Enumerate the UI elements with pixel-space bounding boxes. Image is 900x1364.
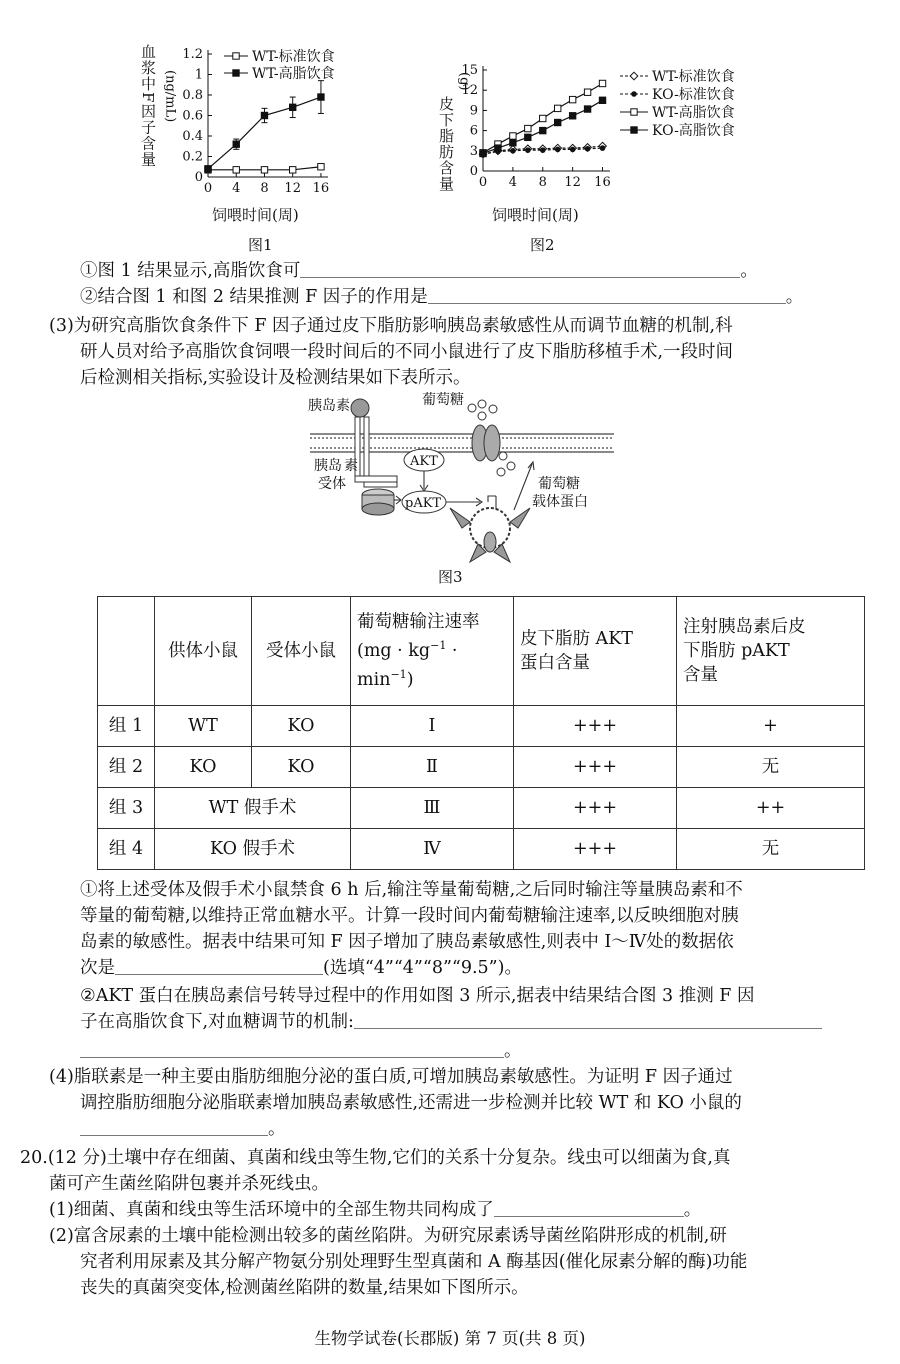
page-footer: 生物学试卷(长郡版) 第 7 页(共 8 页): [314, 1329, 586, 1348]
data-point: [290, 167, 296, 173]
figure2-yunit: (g): [456, 72, 472, 91]
legend-marker: [233, 53, 239, 59]
label-carrier-2: 载体蛋白: [532, 494, 588, 510]
q3-1-line-1: ①将上述受体及假手术小鼠禁食 6 h 后,输注等量葡萄糖,之后同时输注等量胰岛素和不: [80, 880, 743, 900]
q2-2-end: 。: [785, 287, 804, 307]
y-tick-label: 12: [461, 83, 478, 99]
figure2-legend: [618, 66, 768, 146]
y-tick-label: 1.2: [182, 47, 203, 62]
cell-rate: Ⅰ: [351, 706, 514, 747]
answer-blank[interactable]: [80, 1039, 504, 1058]
cell-group: 组 4: [98, 829, 155, 870]
q3-2-line-2: [80, 1009, 822, 1035]
table-row: [98, 788, 865, 829]
data-point: [555, 105, 561, 111]
legend-label: KO-标准饮食: [652, 87, 735, 103]
glucose-transporter: [472, 425, 500, 461]
data-point: [510, 148, 516, 154]
q3-1-options: (选填“4”“4”“8”“9.5”)。: [323, 958, 522, 978]
q4-end: 。: [268, 1119, 286, 1139]
q4-line-3: [80, 1116, 286, 1142]
y-tick-label: 0: [469, 164, 478, 179]
label-insulin: 胰岛素: [308, 398, 350, 414]
label-carrier-1: 葡萄糖: [538, 476, 580, 492]
q20-2-line-2: 究者利用尿素及其分解产物氨分别处理野生型真菌和 A 酶基因(催化尿素分解的酶)功能: [80, 1252, 748, 1272]
cell-group: 组 1: [98, 706, 155, 747]
label-glucose: 葡萄糖: [422, 392, 464, 408]
answer-blank[interactable]: [115, 956, 323, 975]
data-point: [290, 104, 296, 110]
q3-line-1: (3)为研究高脂饮食条件下 F 因子通过皮下脂肪影响胰岛素敏感性从而调节血糖的机制,科: [49, 316, 733, 336]
figure3-caption: 图3: [438, 568, 463, 586]
cell-pakt: 无: [677, 829, 865, 870]
data-point: [584, 106, 590, 112]
q3-2-line-1: ②AKT 蛋白在胰岛素信号转导过程中的作用如图 3 所示,据表中结果结合图 3 推测 F 因: [80, 986, 755, 1006]
x-tick-label: 16: [312, 181, 330, 196]
y-tick-label: 0.2: [182, 149, 203, 165]
x-tick-label: 12: [284, 181, 301, 196]
cell-akt: +++: [514, 788, 677, 829]
header-empty: [98, 597, 155, 706]
y-tick-label: 3: [469, 143, 478, 159]
table-header-row: [98, 597, 865, 706]
q3-2-end: 。: [504, 1041, 522, 1061]
results-table: [97, 596, 865, 870]
cell-merged: KO 假手术: [155, 829, 351, 870]
y-tick-label: 9: [469, 103, 478, 119]
header-rate-sup: −1: [430, 639, 447, 653]
pakt-label: pAKT: [405, 496, 442, 511]
x-tick-label: 12: [564, 175, 581, 190]
cell-rate: Ⅲ: [351, 788, 514, 829]
header-rate-2: [357, 634, 507, 663]
label-receptor-1: 胰岛: [314, 458, 342, 474]
cell-group: 组 3: [98, 788, 155, 829]
q4-line-1: (4)脂联素是一种主要由脂肪细胞分泌的蛋白质,可增加胰岛素敏感性。为证明 F 因子通过: [49, 1067, 733, 1087]
data-point: [318, 164, 324, 170]
cell-recipient: KO: [252, 706, 351, 747]
header-pakt-3: 含量: [683, 665, 718, 685]
data-point: [569, 113, 575, 119]
data-point: [233, 167, 239, 173]
data-point: [599, 97, 605, 103]
q3-1-line-3: 岛素的敏感性。据表中结果可知 F 因子增加了胰岛素敏感性,则表中 Ⅰ～Ⅳ处的数据依: [80, 932, 734, 952]
header-pakt-2: 下脂肪 pAKT: [683, 641, 790, 661]
figure1-yunit: (ng/mL): [162, 70, 178, 123]
header-rate-close: ): [406, 669, 414, 690]
signal-protein: [362, 489, 394, 515]
figure1-ylabel: 血浆中F因子含量: [139, 44, 157, 168]
q20-1-end: 。: [683, 1200, 702, 1220]
q3-2-line-3: [80, 1038, 522, 1064]
answer-blank[interactable]: [300, 259, 740, 278]
cell-akt: +++: [514, 706, 677, 747]
answer-blank[interactable]: [428, 285, 786, 304]
q3-1-line-4: [80, 955, 522, 981]
vesicle: [450, 508, 530, 562]
data-point: [480, 150, 486, 156]
header-donor: 供体小鼠: [155, 597, 252, 706]
q3-line-2: 研人员对给予高脂饮食饲喂一段时间后的不同小鼠进行了皮下脂肪移植手术,一段时间: [80, 342, 734, 362]
x-tick-label: 4: [232, 181, 241, 196]
figure2-ylabel: 皮下脂肪含量: [437, 96, 455, 192]
data-point: [584, 89, 590, 95]
data-point: [525, 134, 531, 140]
y-tick-label: 0.4: [182, 129, 203, 144]
header-akt-1: 皮下脂肪 AKT: [520, 629, 633, 649]
data-point: [510, 140, 516, 146]
q3-2-text: 子在高脂饮食下,对血糖调节的机制:: [80, 1012, 354, 1032]
y-tick-label: 1: [194, 67, 203, 83]
cell-donor: KO: [155, 747, 252, 788]
figure1-caption: 图1: [248, 236, 273, 254]
header-rate-unit: (mg · kg: [357, 641, 431, 661]
legend-marker: [630, 72, 638, 80]
header-akt-2: 蛋白含量: [520, 653, 590, 673]
q20-1: [49, 1197, 701, 1223]
q2-2-text: ②结合图 1 和图 2 结果推测 F 因子的作用是: [80, 287, 428, 307]
data-point: [540, 147, 546, 153]
header-rate-min: min: [357, 669, 391, 690]
header-pakt-1: 注射胰岛素后皮: [683, 617, 806, 637]
answer-blank[interactable]: [354, 1010, 822, 1029]
data-point: [600, 145, 606, 151]
legend-marker: [631, 127, 637, 133]
legend-marker: [631, 91, 637, 97]
legend-label: WT-标准饮食: [252, 49, 335, 65]
header-rate: [351, 597, 514, 706]
data-point: [599, 80, 605, 86]
q4-line-2: 调控脂肪细胞分泌脂联素增加胰岛素敏感性,还需进一步检测并比较 WT 和 KO 小鼠的: [80, 1093, 742, 1113]
q2-2: [80, 284, 803, 310]
x-tick-label: 8: [260, 181, 269, 196]
cell-donor: WT: [155, 706, 252, 747]
q20-line-2: 菌可产生菌丝陷阱包裹并杀死线虫。: [49, 1174, 329, 1194]
series-line: [208, 97, 321, 169]
q3-line-3: 后检测相关指标,实验设计及检测结果如下表所示。: [80, 368, 471, 388]
x-tick-label: 4: [508, 175, 518, 190]
header-akt: [514, 597, 677, 706]
data-point: [540, 127, 546, 133]
cell-rate: Ⅱ: [351, 747, 514, 788]
legend-label: KO-高脂饮食: [652, 123, 735, 139]
q20-line-1: 20.(12 分)土壤中存在细菌、真菌和线虫等生物,它们的关系十分复杂。线虫可以细菌为食,真: [20, 1148, 731, 1168]
cell-recipient: KO: [252, 747, 351, 788]
legend-marker: [631, 109, 637, 115]
legend-label: WT-高脂饮食: [252, 66, 335, 82]
q20-1-text: (1)细菌、真菌和线虫等生活环境中的全部生物共同构成了: [49, 1200, 494, 1220]
y-tick-label: 6: [469, 123, 478, 139]
header-pakt: [677, 597, 865, 706]
figure2-caption: 图2: [530, 236, 555, 254]
cell-pakt: ++: [677, 788, 865, 829]
data-point: [540, 115, 546, 121]
figure2-xlabel: 饲喂时间(周): [492, 206, 579, 224]
y-tick-label: 0: [194, 170, 203, 185]
data-point: [495, 145, 501, 151]
cell-pakt: +: [677, 706, 865, 747]
answer-blank[interactable]: [494, 1198, 684, 1217]
y-tick-label: 0.8: [182, 88, 203, 103]
cell-rate: Ⅳ: [351, 829, 514, 870]
header-recipient: 受体小鼠: [252, 597, 351, 706]
q3-1-line-2: 等量的葡萄糖,以维持正常血糖水平。计算一段时间内葡萄糖输注速率,以反映细胞对胰: [80, 906, 739, 926]
answer-blank[interactable]: [80, 1117, 268, 1136]
data-point: [261, 167, 267, 173]
x-tick-label: 16: [594, 175, 611, 190]
data-point: [510, 133, 516, 139]
y-tick-label: 15: [461, 63, 478, 78]
header-rate-sup: −1: [390, 668, 407, 681]
table-row: [98, 706, 865, 747]
q2-1: [80, 258, 758, 284]
x-tick-label: 0: [203, 181, 213, 196]
label-receptor-2: 素: [344, 458, 358, 474]
label-receptor-3: 受体: [318, 476, 346, 492]
cell-group: 组 2: [98, 747, 155, 788]
figure3-diagram: [300, 392, 620, 572]
data-point: [585, 146, 591, 152]
data-point: [525, 147, 531, 153]
akt-label: AKT: [410, 454, 438, 469]
table-row: [98, 747, 865, 788]
x-tick-label: 0: [478, 175, 488, 190]
figure1-xlabel: 饲喂时间(周): [212, 206, 299, 224]
header-rate-1: 葡萄糖输注速率: [357, 612, 480, 633]
data-point: [318, 94, 324, 100]
header-rate-3: [357, 663, 507, 692]
cell-pakt: 无: [677, 747, 865, 788]
q3-1-text: 次是: [80, 958, 115, 978]
legend-label: WT-高脂饮食: [652, 105, 735, 121]
cell-merged: WT 假手术: [155, 788, 351, 829]
data-point: [205, 166, 211, 172]
cell-akt: +++: [514, 747, 677, 788]
legend-label: WT-标准饮食: [652, 69, 735, 85]
q20-2-line-1: (2)富含尿素的土壤中能检测出较多的菌丝陷阱。为研究尿素诱导菌丝陷阱形成的机制,研: [49, 1226, 727, 1246]
q20-2-line-3: 丧失的真菌突变体,检测菌丝陷阱的数量,结果如下图所示。: [80, 1278, 529, 1298]
figure1-chart: [130, 40, 370, 230]
y-tick-label: 0.6: [182, 108, 203, 124]
data-point: [570, 147, 576, 153]
q2-1-end: 。: [740, 261, 758, 281]
header-rate-dot: ·: [446, 641, 458, 661]
data-point: [555, 147, 561, 153]
x-tick-label: 8: [538, 175, 547, 190]
figure2-chart: [430, 58, 630, 228]
data-point: [555, 119, 561, 125]
data-point: [525, 125, 531, 131]
data-point: [569, 96, 575, 102]
legend-marker: [233, 70, 239, 76]
data-point: [261, 112, 267, 118]
table-row: [98, 829, 865, 870]
q2-1-text: ①图 1 结果显示,高脂饮食可: [80, 261, 301, 281]
data-point: [233, 141, 239, 147]
cell-akt: +++: [514, 829, 677, 870]
